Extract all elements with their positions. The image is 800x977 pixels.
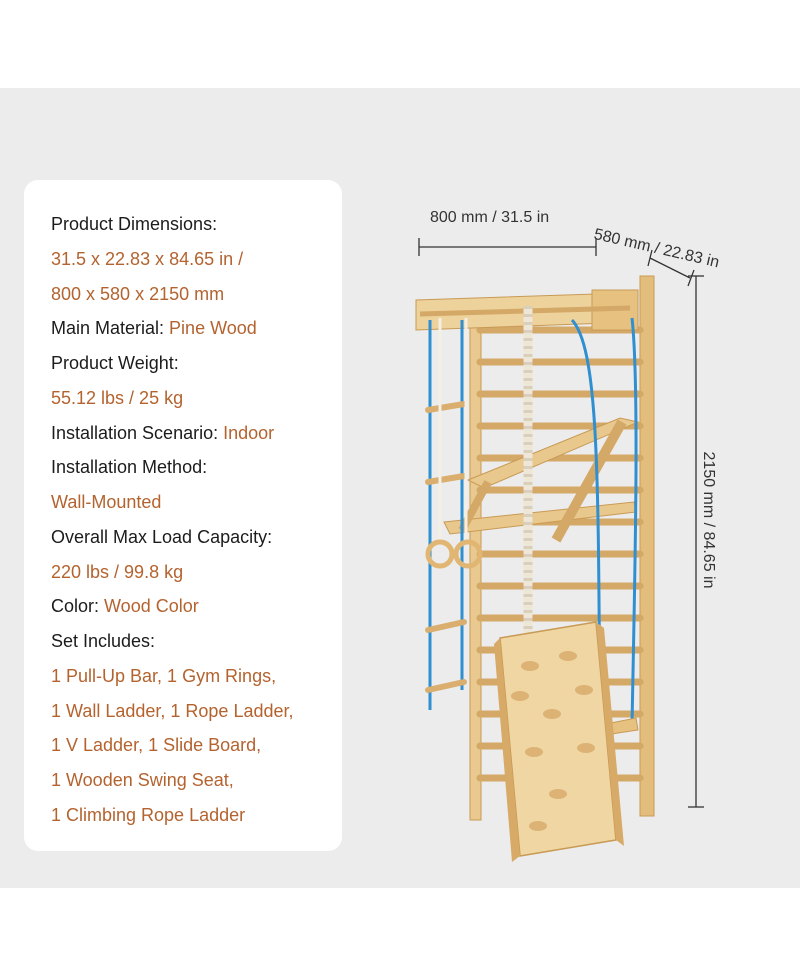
spec-line (51, 311, 341, 346)
spec-label: Set Includes: (51, 631, 156, 651)
depth-dimension-label: 580 mm / 22.83 in (592, 226, 721, 272)
spec-value: 1 Pull-Up Bar, 1 Gym Rings, (51, 665, 277, 686)
spec-value: Indoor (223, 422, 275, 443)
spec-value: 1 Climbing Rope Ladder (51, 804, 246, 825)
height-dimension-label: 2150 mm / 84.65 in (700, 451, 717, 589)
spec-label: Product Dimensions: (51, 214, 218, 234)
spec-line (51, 589, 341, 624)
spec-label: Color: (51, 596, 105, 617)
spec-value: 55.12 lbs / 25 kg (51, 387, 184, 408)
slide-board (494, 622, 624, 862)
spec-value: 1 Wooden Swing Seat, (51, 770, 234, 790)
spec-line (51, 694, 341, 729)
spec-line (51, 277, 341, 312)
spec-line (51, 798, 341, 833)
spec-value: 1 V Ladder, 1 Slide Board, (51, 735, 262, 756)
spec-line (51, 763, 341, 798)
spec-line (51, 242, 341, 277)
spec-label: Installation Method: (51, 457, 208, 478)
spec-line (51, 659, 341, 694)
spec-line (51, 728, 341, 763)
spec-label: Overall Max Load Capacity: (51, 526, 273, 547)
spec-value: 1 Wall Ladder, 1 Rope Ladder, (51, 700, 294, 721)
spec-value: Pine Wood (169, 318, 257, 339)
rope-ladder (428, 320, 464, 710)
spec-line (51, 207, 341, 242)
spec-line (51, 450, 341, 485)
spec-label: Installation Scenario: (51, 422, 224, 443)
spec-line (51, 555, 341, 590)
spec-label: Product Weight: (51, 353, 179, 373)
spec-line (51, 416, 341, 451)
spec-label: Main Material: (51, 318, 170, 339)
spec-value: 220 lbs / 99.8 kg (51, 561, 184, 582)
spec-line (51, 346, 341, 381)
spec-value: 800 x 580 x 2150 mm (51, 283, 225, 304)
spec-line (51, 485, 341, 520)
spec-line (51, 624, 341, 659)
spec-value: Wood Color (104, 596, 199, 617)
width-dimension-label: 800 mm / 31.5 in (430, 209, 550, 226)
spec-line (51, 520, 341, 555)
spec-value: 31.5 x 22.83 x 84.65 in / (51, 248, 244, 269)
spec-value: Wall-Mounted (51, 492, 162, 512)
spec-line (51, 381, 341, 416)
spec-list (51, 207, 341, 833)
product-illustration (400, 190, 740, 870)
